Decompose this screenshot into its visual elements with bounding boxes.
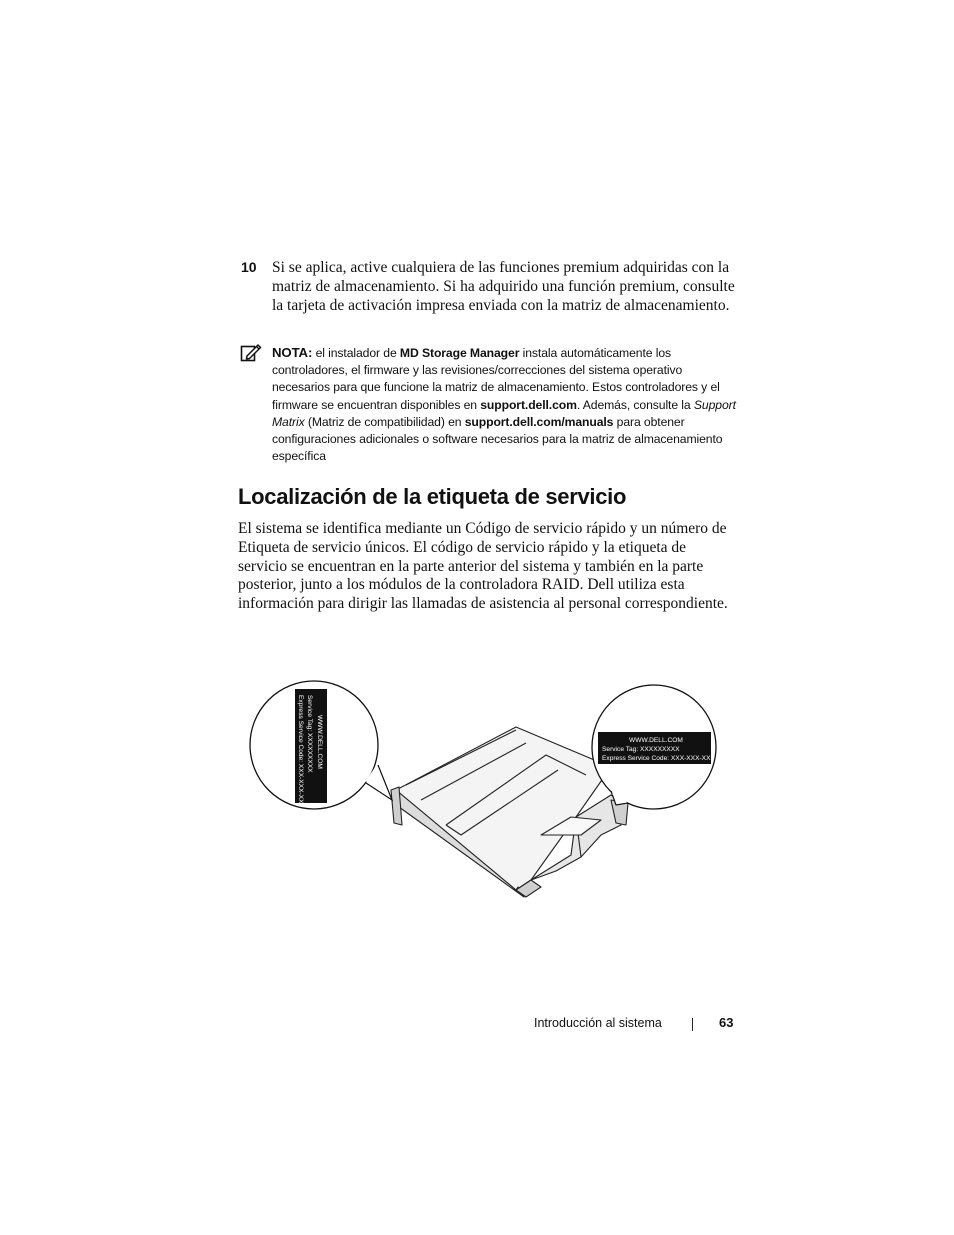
- note-segment: instala automáticamente los controladores, el firmware y las revisiones/correcciones del sistema operativo necesarios para que funcione la matriz de almacenamiento. Estos controladores y el firmware se encuentran disponibles en: [272, 346, 720, 412]
- service-tag-figure: [246, 675, 726, 900]
- pencil-note-icon: [240, 343, 262, 363]
- note-label: NOTA:: [272, 345, 313, 360]
- left-callout: [250, 681, 392, 809]
- footer-separator: [692, 1018, 693, 1031]
- note-doc-title: Support Matrix: [272, 397, 736, 429]
- note-segment: para obtener configuraciones adicionales o software necesarios para la matriz de almacenamiento específica: [272, 414, 723, 464]
- right-callout: [592, 685, 716, 809]
- note-segment: . Además, consulte la: [576, 397, 694, 412]
- right-label-express-code: Express Service Code: XXX-XXX-XX: [602, 755, 711, 762]
- right-label-service-tag: Service Tag: XXXXXXXXX: [602, 746, 680, 753]
- page-number: 63: [719, 1015, 734, 1030]
- left-label-service-tag: Service Tag: XXXXXXXXX: [306, 695, 313, 773]
- note-segment: el instalador de: [312, 346, 400, 360]
- note-link-manuals[interactable]: support.dell.com/manuals: [464, 414, 614, 429]
- footer-chapter-title: Introducción al sistema: [534, 1016, 662, 1030]
- note-text: [272, 344, 742, 465]
- step-number: 10: [241, 259, 257, 275]
- right-label-url: WWW.DELL.COM: [629, 737, 683, 744]
- note-segment: (Matriz de compatibilidad) en: [304, 414, 465, 429]
- step-text: Si se aplica, active cualquiera de las funciones premium adquiridas con la matriz de almacenamiento. Si ha adquirido una función premium, consulte la tarjeta de activación impresa enviada con la matriz de almacenamiento.: [272, 259, 735, 314]
- left-label-url: WWW.DELL.COM: [316, 715, 323, 769]
- section-heading: Localización de la etiqueta de servicio: [238, 484, 627, 509]
- section-paragraph: El sistema se identifica mediante un Código de servicio rápido y un número de Etiqueta de servicio únicos. El código de servicio rápido y la etiqueta de servicio se encuentran en la parte anterior del sistema y también en la parte posterior, junto a los módulos de la controladora RAID. Dell utiliza esta información para dirigir las llamadas de asistencia al personal correspondiente.: [238, 520, 728, 613]
- note-product-name: MD Storage Manager: [399, 346, 520, 360]
- note-link-support[interactable]: support.dell.com: [480, 397, 577, 412]
- left-label-express-code: Express Service Code: XXX-XXX-XX: [297, 695, 304, 804]
